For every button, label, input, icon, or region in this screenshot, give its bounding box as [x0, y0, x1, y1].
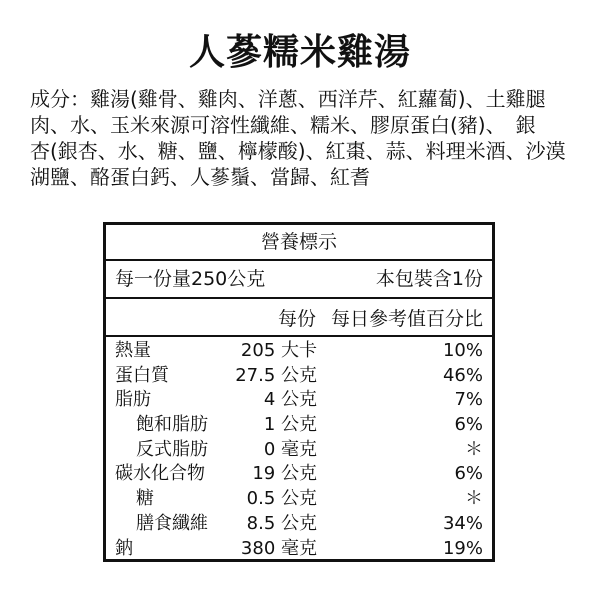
nutrition-panel-title: 營養標示: [260, 231, 337, 253]
nutrient-name: 蛋白質: [115, 364, 169, 386]
column-header-row: [106, 301, 492, 337]
nutrient-daily-value: 6%: [454, 414, 483, 436]
nutrient-name: 反式脂肪: [136, 438, 208, 460]
nutrient-amount: 0.5 公克: [246, 488, 317, 510]
nutrient-daily-value: 6%: [454, 463, 483, 485]
nutrient-row: [106, 512, 492, 537]
nutrient-row: [106, 438, 492, 463]
nutrient-daily-value: ＊: [465, 488, 483, 510]
nutrient-row: [106, 537, 492, 562]
divider: [106, 335, 492, 337]
nutrient-daily-value: 46%: [442, 364, 483, 386]
serving-size: 每一份量250公克: [115, 268, 266, 290]
nutrient-row: [106, 339, 492, 364]
daily-value-header: 每日參考值百分比: [330, 308, 483, 330]
nutrient-daily-value: 10%: [442, 340, 483, 361]
nutrient-daily-value: 19%: [442, 537, 483, 559]
nutrient-name: 糖: [136, 488, 154, 510]
nutrient-row: [106, 487, 492, 512]
nutrient-amount: 205 大卡: [240, 340, 317, 361]
nutrient-name: 飽和脂肪: [136, 414, 208, 436]
nutrient-row: [106, 462, 492, 487]
nutrient-daily-value: ＊: [465, 438, 483, 460]
nutrient-amount: 8.5 公克: [246, 512, 317, 534]
nutrient-daily-value: 7%: [454, 389, 483, 411]
nutrient-name: 脂肪: [115, 389, 151, 411]
nutrient-row: [106, 413, 492, 438]
nutrient-list: [106, 339, 492, 561]
product-title: 人蔘糯米雞湯: [188, 32, 411, 73]
ingredients-line: 肉、水、玉米來源可溶性纖維、糯米、膠原蛋白(豬)、 銀: [30, 113, 536, 137]
ingredients-text: [30, 86, 580, 190]
nutrient-amount: 0 毫克: [263, 438, 317, 460]
serving-row: [106, 261, 492, 297]
nutrient-row: [106, 364, 492, 389]
nutrient-name: 熱量: [115, 340, 151, 361]
nutrient-amount: 27.5 公克: [235, 364, 317, 386]
nutrition-facts-panel: [103, 222, 495, 562]
nutrient-name: 膳食纖維: [136, 512, 208, 534]
nutrient-amount: 4 公克: [263, 389, 317, 411]
nutrient-amount: 19 公克: [252, 463, 317, 485]
nutrient-amount: 1 公克: [263, 414, 317, 436]
ingredients-line: 成分：雞湯(雞骨、雞肉、洋蔥、西洋芹、紅蘿蔔)、土雞腿: [30, 87, 546, 111]
nutrient-name: 碳水化合物: [115, 463, 205, 485]
servings-per-package: 本包裝含1份: [375, 268, 483, 290]
nutrient-daily-value: 34%: [442, 512, 483, 534]
nutrient-row: [106, 388, 492, 413]
nutrient-name: 鈉: [115, 537, 133, 559]
divider: [106, 297, 492, 299]
ingredients-line: 杏(銀杏、水、糖、鹽、檸檬酸)、紅棗、蒜、料理米酒、沙漠: [30, 139, 566, 163]
per-serving-header: 每份: [277, 308, 316, 330]
nutrient-amount: 380 毫克: [240, 537, 317, 559]
ingredients-line: 湖鹽、酪蛋白鈣、人蔘鬚、當歸、紅耆: [30, 165, 370, 189]
